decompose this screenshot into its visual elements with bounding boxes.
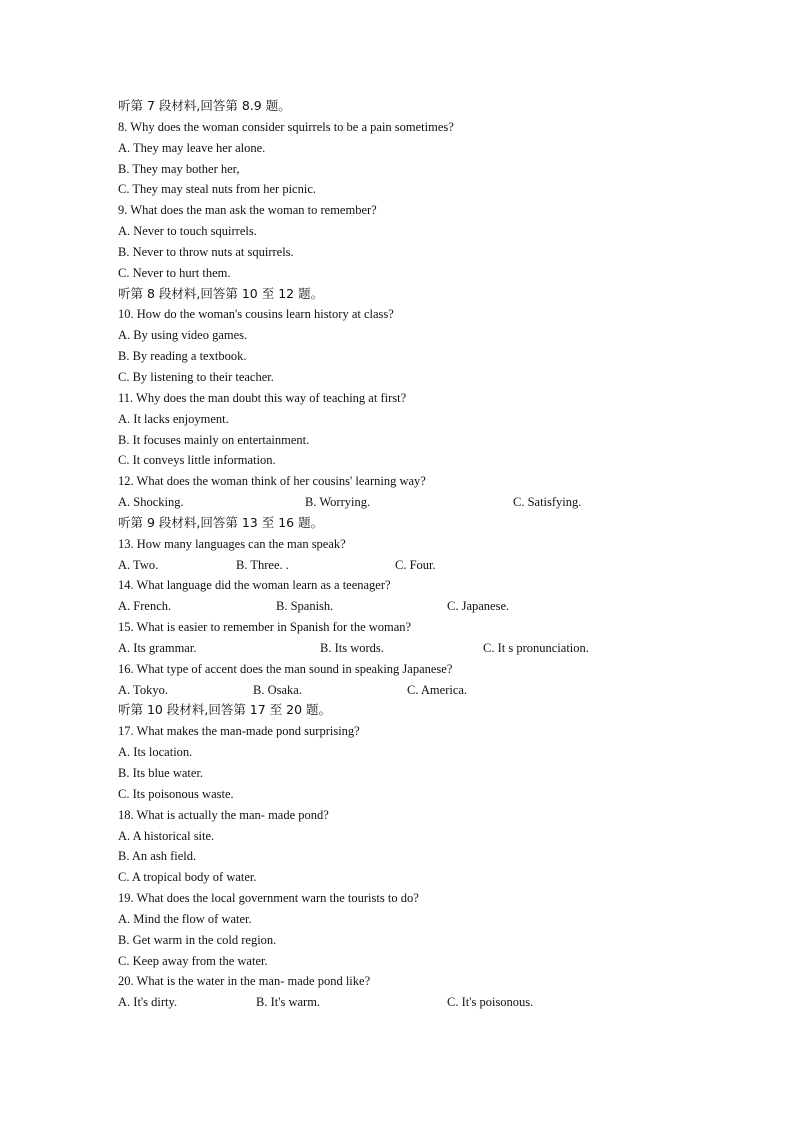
option-b: B. By reading a textbook.	[118, 349, 247, 364]
option-b: B. It's warm.	[256, 995, 321, 1010]
option-c: C. Japanese.	[447, 599, 510, 614]
question-stem: 18. What is actually the man- made pond?	[118, 807, 329, 822]
option-c: C. Satisfying.	[513, 495, 582, 510]
options-row	[118, 596, 678, 617]
options-row	[118, 680, 678, 701]
option-c: C. It s pronunciation.	[483, 640, 589, 655]
option-c: C. A tropical body of water.	[118, 870, 257, 885]
section-heading: 听第 9 段材料,回答第 13 至 16 题。	[118, 514, 324, 530]
option-c: C. Its poisonous waste.	[118, 786, 234, 801]
option-c: C. Four.	[395, 557, 436, 572]
option-a: A. Tokyo.	[118, 682, 168, 697]
option-a: A. It lacks enjoyment.	[118, 411, 229, 426]
option-c: C. By listening to their teacher.	[118, 369, 274, 384]
option-b: B. Its words.	[320, 640, 384, 655]
option-b: B. Worrying.	[305, 495, 371, 510]
options-row	[118, 992, 678, 1013]
question-stem: 14. What language did the woman learn as a teenager?	[118, 578, 391, 593]
option-c: C. Keep away from the water.	[118, 953, 268, 968]
option-a: A. They may leave her alone.	[118, 140, 266, 155]
question-stem: 20. What is the water in the man- made pond like?	[118, 974, 371, 989]
question-stem: 9. What does the man ask the woman to remember?	[118, 203, 377, 218]
option-a: A. Shocking.	[118, 495, 184, 510]
question-stem: 16. What type of accent does the man sound in speaking Japanese?	[118, 661, 453, 676]
question-stem: 17. What makes the man-made pond surprising?	[118, 724, 360, 739]
option-c: C. It's poisonous.	[447, 995, 534, 1010]
question-stem: 19. What does the local government warn the tourists to do?	[118, 891, 419, 906]
option-a: A. A historical site.	[118, 828, 215, 843]
option-a: A. Two.	[118, 557, 159, 572]
question-stem: 11. Why does the man doubt this way of teaching at first?	[118, 390, 407, 405]
option-b: B. Three. .	[236, 557, 289, 572]
option-b: B. Osaka.	[253, 682, 302, 697]
option-a: A. Its location.	[118, 745, 193, 760]
option-b: B. Its blue water.	[118, 766, 204, 780]
option-b: B. Get warm in the cold region.	[118, 932, 277, 947]
option-c: C. It conveys little information.	[118, 453, 276, 468]
option-c: C. Never to hurt them.	[118, 265, 231, 280]
option-b: B. An ash field.	[118, 849, 197, 864]
option-a: A. Never to touch squirrels.	[118, 224, 257, 239]
option-c: C. They may steal nuts from her picnic.	[118, 182, 316, 197]
question-stem: 12. What does the woman think of her cousins' learning way?	[118, 474, 426, 489]
option-a: A. Its grammar.	[118, 640, 197, 655]
question-stem: 15. What is easier to remember in Spanish for the woman?	[118, 620, 412, 635]
options-row	[118, 492, 678, 513]
option-b: B. Spanish.	[276, 599, 334, 614]
option-a: A. By using video games.	[118, 328, 248, 343]
question-stem: 10. How do the woman's cousins learn history at class?	[118, 307, 394, 322]
section-heading: 听第 8 段材料,回答第 10 至 12 题。	[118, 285, 324, 301]
options-row	[118, 555, 678, 576]
options-row	[118, 638, 678, 659]
question-stem: 8. Why does the woman consider squirrels to be a pain sometimes?	[118, 119, 454, 134]
option-a: A. Mind the flow of water.	[118, 911, 252, 926]
option-b: B. Never to throw nuts at squirrels.	[118, 244, 294, 259]
question-stem: 13. How many languages can the man speak?	[118, 536, 346, 551]
exam-page	[118, 96, 678, 1013]
section-heading: 听第 10 段材料,回答第 17 至 20 题。	[118, 702, 332, 718]
option-a: A. It's dirty.	[118, 995, 178, 1010]
option-b: B. It focuses mainly on entertainment.	[118, 432, 310, 447]
option-c: C. America.	[407, 682, 468, 697]
option-a: A. French.	[118, 599, 172, 614]
option-b: B. They may bother her,	[118, 161, 240, 176]
section-heading: 听第 7 段材料,回答第 8.9 题。	[118, 98, 291, 113]
